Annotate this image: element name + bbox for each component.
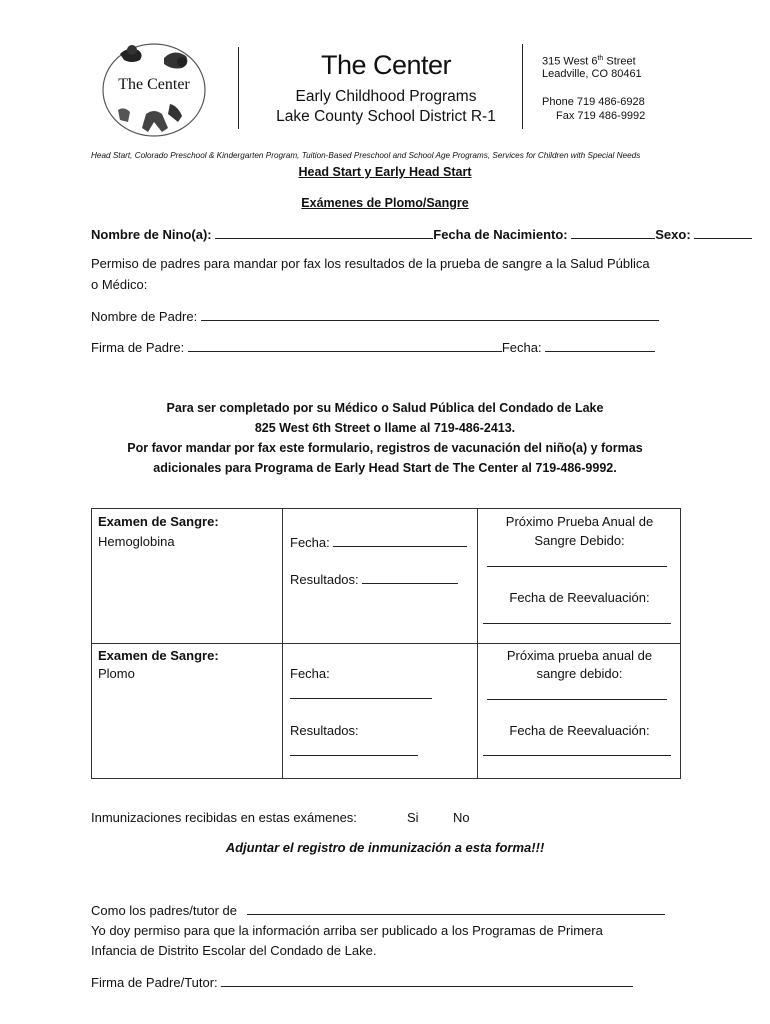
sex-field[interactable] bbox=[694, 226, 752, 239]
immunizations-label: Inmunizaciones recibidas en estas exámenes: bbox=[91, 810, 357, 825]
phone-number: Phone 719 486-6928 bbox=[542, 96, 645, 108]
parent-name-label: Nombre de Padre: bbox=[91, 309, 198, 324]
child-info-row bbox=[91, 226, 752, 242]
exam-date-cell bbox=[283, 644, 478, 779]
exam-results-field[interactable] bbox=[290, 755, 418, 756]
parent-signature-field[interactable] bbox=[188, 339, 502, 352]
programs-tagline: Head Start, Colorado Preschool & Kindergarten Program, Tuition-Based Preschool and School Age Programs, Services for Children with Special Needs bbox=[91, 151, 641, 160]
next-test-date-field[interactable] bbox=[487, 699, 667, 700]
next-test-label-line2: Sangre Debido: bbox=[534, 533, 625, 548]
consent-text-line2: Yo doy permiso para que la información arriba ser publicado a los Programas de Primera bbox=[91, 923, 603, 938]
parent-name-row bbox=[91, 308, 659, 324]
organization-title: The Center bbox=[320, 50, 452, 80]
next-test-cell bbox=[478, 644, 681, 779]
next-test-label-line2: sangre debido: bbox=[536, 666, 623, 681]
notice-line4: adicionales para Programa de Early Head Start de The Center al 719-486-9992. bbox=[153, 461, 617, 475]
next-test-cell bbox=[478, 509, 681, 644]
street-address: 315 West 6th Street bbox=[542, 55, 636, 68]
permission-text-line1: Permiso de padres para mandar por fax los resultados de la prueba de sangre a la Salud Pública bbox=[91, 256, 650, 271]
guardian-of-label: Como los padres/tutor de bbox=[91, 903, 237, 918]
child-name-label: Nombre de Nino(a): bbox=[91, 227, 212, 242]
permission-text-line2: o Médico: bbox=[91, 277, 148, 292]
guardian-signature-row bbox=[91, 974, 633, 990]
exam-label: Examen de Sangre: bbox=[98, 648, 219, 663]
reeval-label: Fecha de Reevaluación: bbox=[509, 723, 650, 738]
exam-results-label: Resultados: bbox=[290, 572, 359, 587]
dob-field[interactable] bbox=[571, 226, 655, 239]
exam-date-row bbox=[290, 534, 467, 550]
parent-signature-label: Firma de Padre: bbox=[91, 340, 185, 355]
exam-results-field[interactable] bbox=[362, 571, 458, 584]
immunizations-no-option[interactable]: No bbox=[453, 810, 470, 825]
exam-results-table bbox=[91, 508, 681, 779]
signature-date-field[interactable] bbox=[545, 339, 655, 352]
exam-date-field[interactable] bbox=[333, 534, 467, 547]
parent-signature-row bbox=[91, 339, 655, 355]
exam-results-label: Resultados: bbox=[290, 723, 359, 738]
reeval-label: Fecha de Reevaluación: bbox=[509, 590, 650, 605]
guardian-signature-field[interactable] bbox=[221, 974, 633, 987]
exam-heading: Exámenes de Plomo/Sangre bbox=[301, 196, 469, 210]
next-test-label-line1: Próxima prueba anual de bbox=[506, 648, 653, 663]
exam-results-row bbox=[290, 571, 458, 587]
city-address: Leadville, CO 80461 bbox=[542, 68, 642, 80]
dob-label: Fecha de Nacimiento: bbox=[433, 227, 568, 242]
organization-subtitle: Early Childhood Programs bbox=[295, 88, 477, 105]
exam-type-cell bbox=[92, 509, 283, 644]
table-row bbox=[92, 644, 681, 779]
consent-text-line3: Infancia de Distrito Escolar del Condado de Lake. bbox=[91, 943, 377, 958]
next-test-date-field[interactable] bbox=[487, 566, 667, 567]
notice-line2: 825 West 6th Street o llame al 719-486-2413. bbox=[254, 421, 516, 435]
child-name-field[interactable] bbox=[215, 226, 433, 239]
immunizations-yes-option[interactable]: Si bbox=[407, 810, 419, 825]
attach-immunization-note: Adjuntar el registro de inmunización a esta forma!!! bbox=[225, 840, 545, 855]
reeval-date-field[interactable] bbox=[483, 755, 671, 756]
notice-line1: Para ser completado por su Médico o Salud Pública del Condado de Lake bbox=[166, 401, 604, 415]
guardian-of-row bbox=[91, 902, 665, 918]
child-name-consent-field[interactable] bbox=[247, 902, 665, 915]
district-name: Lake County School District R-1 bbox=[276, 108, 496, 125]
fax-number: Fax 719 486-9992 bbox=[556, 110, 646, 122]
logo-graphic bbox=[98, 40, 210, 140]
reeval-date-field[interactable] bbox=[483, 623, 671, 624]
notice-line3: Por favor mandar por fax este formulario, registros de vacunación del niño(a) y formas bbox=[127, 441, 643, 455]
header-divider-left bbox=[238, 47, 239, 129]
exam-type: Plomo bbox=[98, 666, 135, 681]
exam-date-label: Fecha: bbox=[290, 666, 330, 681]
program-heading: Head Start y Early Head Start bbox=[298, 165, 472, 179]
exam-type-cell bbox=[92, 644, 283, 779]
svg-text:The Center: The Center bbox=[118, 76, 190, 93]
exam-label: Examen de Sangre: bbox=[98, 514, 219, 529]
guardian-signature-label: Firma de Padre/Tutor: bbox=[91, 975, 218, 990]
next-test-label-line1: Próximo Prueba Anual de bbox=[505, 514, 654, 529]
exam-date-label: Fecha: bbox=[290, 535, 330, 550]
center-logo bbox=[98, 40, 210, 140]
parent-name-field[interactable] bbox=[201, 308, 659, 321]
exam-type: Hemoglobina bbox=[98, 534, 175, 549]
table-row bbox=[92, 509, 681, 644]
signature-date-label: Fecha: bbox=[501, 340, 542, 355]
exam-date-cell bbox=[283, 509, 478, 644]
sex-label: Sexo: bbox=[655, 227, 691, 242]
header-divider-right bbox=[522, 44, 523, 129]
exam-date-field[interactable] bbox=[290, 698, 432, 699]
